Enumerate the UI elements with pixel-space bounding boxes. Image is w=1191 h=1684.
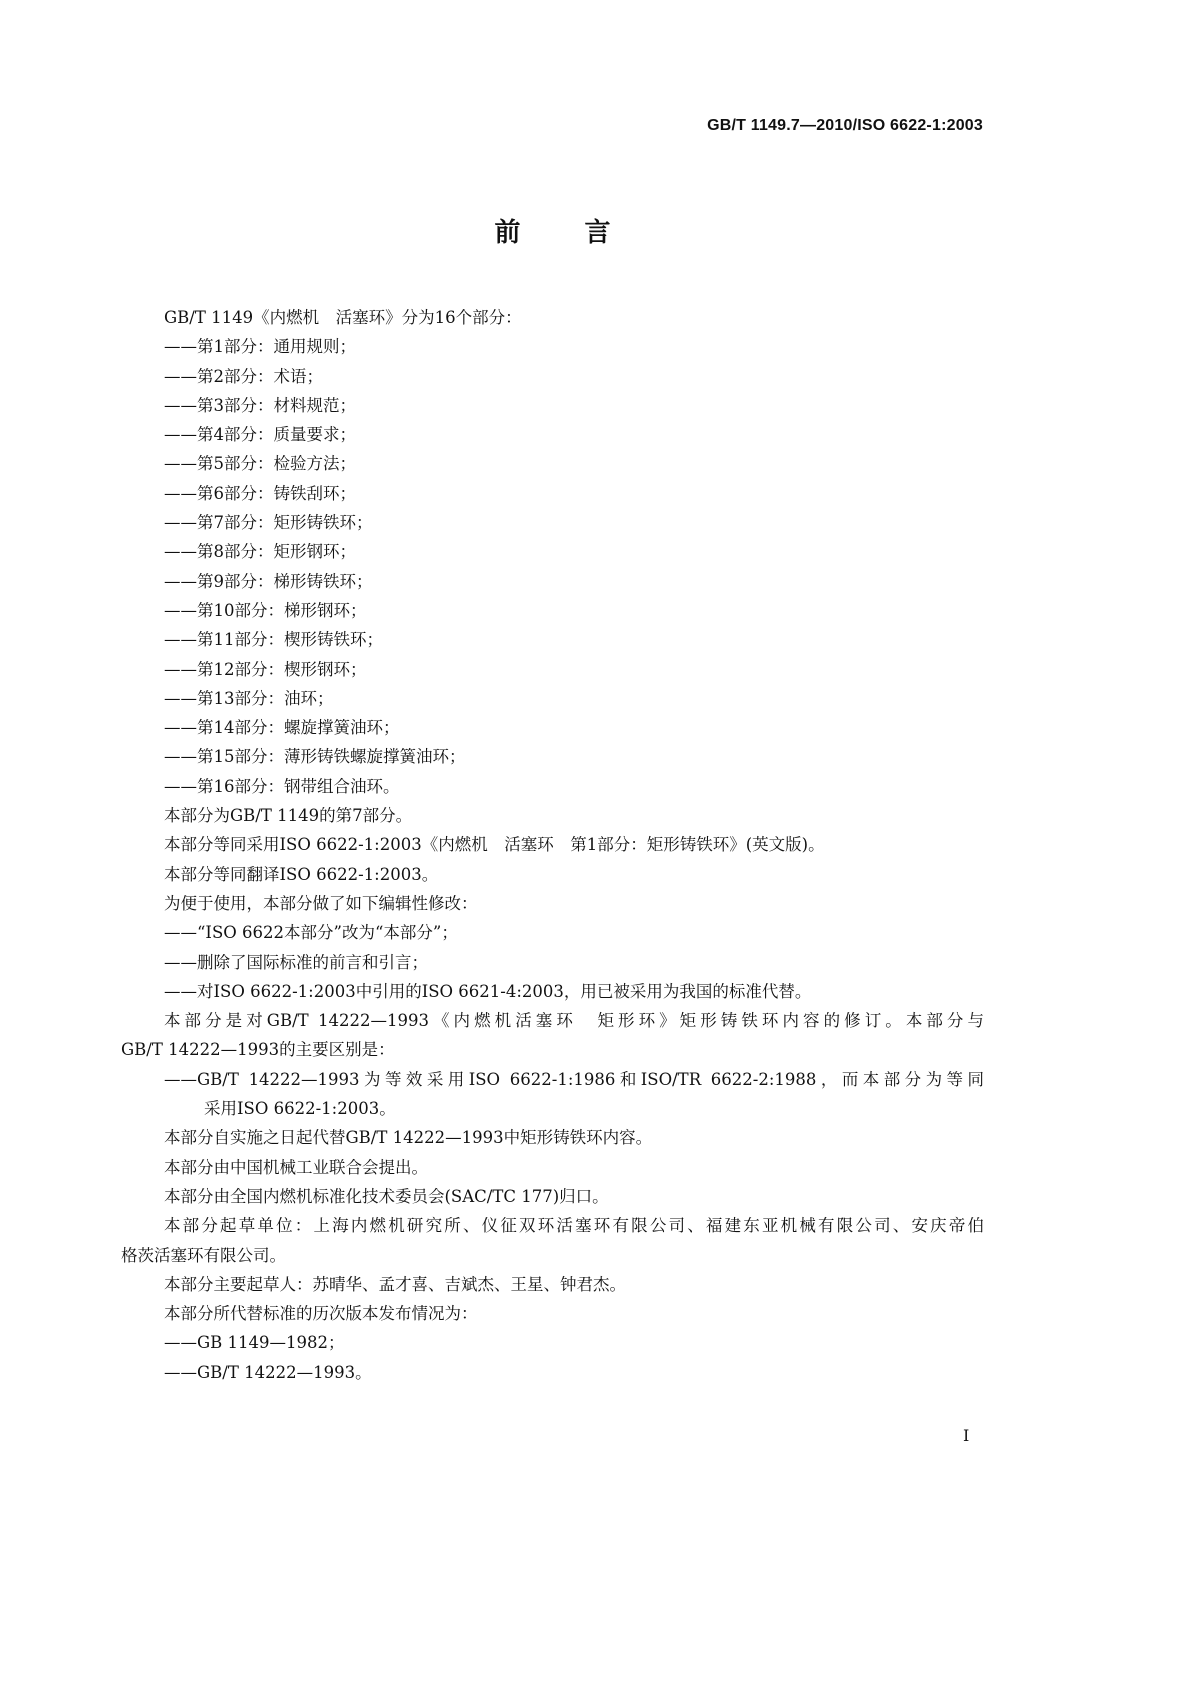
paragraph: 为便于使用，本部分做了如下编辑性修改： — [164, 893, 478, 913]
part-list-item: ——第2部分：术语； — [164, 366, 323, 386]
list-item-line: ——GB/T 14222—1993为等效采用ISO 6622-1:1986和ISO/TR 6622-2:1988，而本部分为等同 — [164, 1069, 984, 1089]
part-list-item: ——第9部分：梯形铸铁环； — [164, 571, 373, 591]
standard-code-header: GB/T 1149.7—2010/ISO 6622-1:2003 — [707, 117, 983, 134]
paragraph: 本部分等同采用ISO 6622-1:2003《内燃机 活塞环 第1部分：矩形铸铁环》(英文版)。 — [164, 835, 825, 855]
part-list-item: ——第5部分：检验方法； — [164, 454, 356, 474]
part-list-item: ——第7部分：矩形铸铁环； — [164, 513, 373, 533]
list-item: ——“ISO 6622本部分”改为“本部分”； — [164, 923, 458, 943]
paragraph-line: 格茨活塞环有限公司。 — [121, 1245, 286, 1265]
list-item: ——GB/T 14222—1993。 — [164, 1362, 372, 1382]
intro-paragraph: GB/T 1149《内燃机 活塞环》分为16个部分： — [164, 308, 522, 327]
paragraph: 本部分由全国内燃机标准化技术委员会(SAC/TC 177)归口。 — [164, 1186, 609, 1206]
paragraph: 本部分为GB/T 1149的第7部分。 — [164, 806, 413, 826]
part-list-item: ——第10部分：梯形钢环； — [164, 600, 367, 620]
part-list-item: ——第14部分：螺旋撑簧油环； — [164, 718, 400, 738]
paragraph: 本部分所代替标准的历次版本发布情况为： — [164, 1304, 478, 1324]
part-list-item: ——第16部分：钢带组合油环。 — [164, 776, 400, 796]
paragraph: 本部分等同翻译ISO 6622-1:2003。 — [164, 864, 439, 884]
list-item: ——删除了国际标准的前言和引言； — [164, 952, 428, 972]
list-item: ——对ISO 6622-1:2003中引用的ISO 6621-4:2003，用已被采用为我国的标准代替。 — [164, 981, 812, 1001]
part-list-item: ——第11部分：楔形铸铁环； — [164, 630, 383, 650]
title-char: 前 — [494, 218, 521, 248]
part-list-item: ——第15部分：薄形铸铁螺旋撑簧油环； — [164, 747, 466, 767]
part-list-item: ——第4部分：质量要求； — [164, 425, 356, 445]
part-list-item: ——第12部分：楔形钢环； — [164, 659, 367, 679]
paragraph: 本部分由中国机械工业联合会提出。 — [164, 1157, 428, 1177]
list-item: ——GB 1149—1982； — [164, 1333, 345, 1353]
list-item-line: 采用ISO 6622-1:2003。 — [204, 1099, 396, 1119]
title-char: 言 — [584, 218, 611, 248]
part-list-item: ——第13部分：油环； — [164, 688, 334, 708]
parts-list — [121, 332, 984, 801]
paragraph: 本部分主要起草人：苏晴华、孟才喜、吉斌杰、王星、钟君杰。 — [164, 1274, 626, 1294]
part-list-item: ——第3部分：材料规范； — [164, 395, 356, 415]
page-title — [0, 212, 1105, 249]
paragraph-line: 本部分起草单位：上海内燃机研究所、仪征双环活塞环有限公司、福建东亚机械有限公司、安庆帝伯 — [164, 1216, 984, 1236]
paragraph-line: 本部分是对GB/T 14222—1993《内燃机活塞环 矩形环》矩形铸铁环内容的修订。本部分与 — [164, 1011, 984, 1031]
paragraph: 本部分自实施之日起代替GB/T 14222—1993中矩形铸铁环内容。 — [164, 1128, 653, 1148]
paragraph-line: GB/T 14222—1993的主要区别是： — [121, 1040, 395, 1060]
part-list-item: ——第1部分：通用规则； — [164, 337, 356, 357]
page-number: I — [963, 1426, 970, 1445]
foreword-body — [121, 303, 984, 1387]
part-list-item: ——第6部分：铸铁刮环； — [164, 483, 356, 503]
part-list-item: ——第8部分：矩形钢环； — [164, 542, 356, 562]
